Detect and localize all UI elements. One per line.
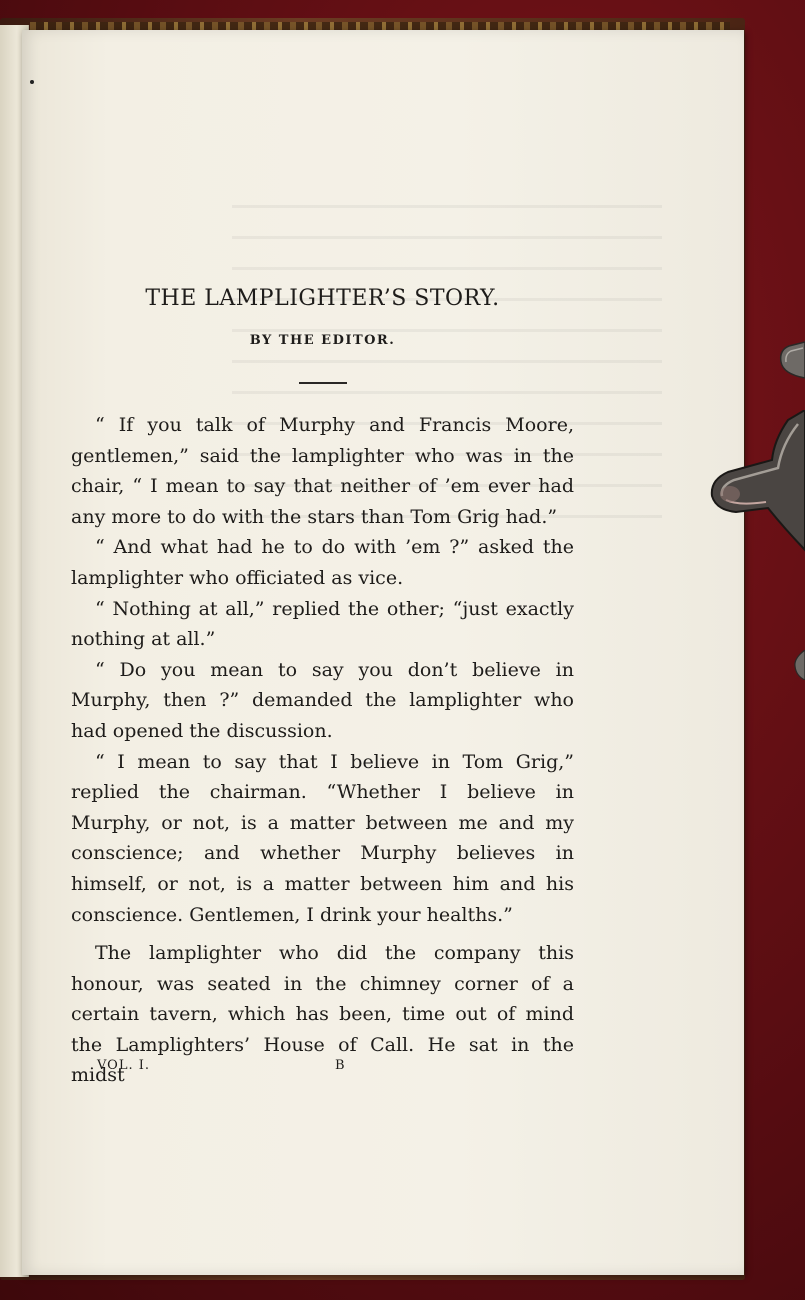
metal-clasp-bottom	[792, 650, 805, 680]
signature-mark: B	[335, 1058, 346, 1073]
paragraph-2: “ And what had he to do with ’em ?” asked the lamplighter who officiated as vice.	[71, 536, 574, 589]
paragraph-4: “ Do you mean to say you don’t believe in Murphy, then ?” demanded the lamplighter who had opened the discussion.	[71, 658, 574, 742]
title-rule	[299, 382, 347, 384]
story-text-block	[71, 258, 574, 1091]
paragraph-5: “ I mean to say that I believe in Tom Grig,” replied the chairman. “Whether I believe in Murphy, or not, is a matter between me and my conscience; and whether Murphy believes in himself, or not, is a matter between him and his conscience. Gentlemen, I drink your healths.”	[71, 750, 574, 926]
story-body	[71, 410, 574, 1091]
paragraph-3: “ Nothing at all,” replied the other; “just exactly nothing at all.”	[71, 597, 574, 651]
metal-clasp-top	[777, 340, 805, 380]
story-byline: BY THE EDITOR.	[249, 333, 396, 348]
volume-number: VOL. I.	[97, 1058, 150, 1073]
metal-clasp	[708, 410, 805, 560]
paragraph-6: The lamplighter who did the company this honour, was seated in the chimney corner of a certain tavern, which has been, time out of mind the Lamplighters’ House of Call. He sat in the midst	[71, 942, 574, 1087]
page-speck	[30, 80, 34, 84]
story-title: THE LAMPLIGHTER’S STORY.	[145, 286, 500, 311]
paragraph-1: “ If you talk of Murphy and Francis Moore, gentlemen,” said the lamplighter who was in the chair, “ I mean to say that neither of ’em ever had any more to do with the stars than Tom Grig had.”	[71, 414, 574, 528]
